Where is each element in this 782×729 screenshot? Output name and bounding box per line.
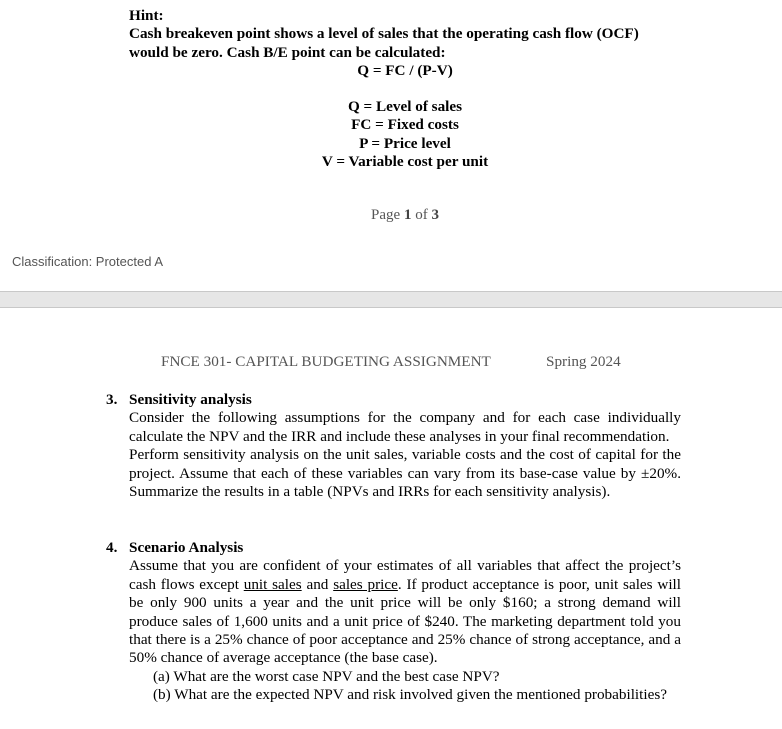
section-title	[106, 391, 681, 409]
question-b: (b) What are the expected NPV and risk involved given the mentioned probabilities?	[153, 686, 667, 704]
section-title-text: Sensitivity analysis	[129, 391, 252, 408]
definition-fc: FC = Fixed costs	[351, 116, 459, 134]
page-separator	[0, 291, 782, 308]
text-fragment: . If product acceptance is poor, unit sales will be only 900 units a year and the unit price will be only $160; a strong demand will produce sales of 1,600 units and a unit price of $240. The marketing department told you that there is a 25% chance of poor acceptance and 25% chance of strong acceptance, and a 50% chance of average acceptance (the base case).	[129, 575, 681, 667]
hint-text-line-1: Cash breakeven point shows a level of sales that the operating cash flow (OCF)	[129, 25, 639, 43]
section-title-text: Scenario Analysis	[129, 539, 244, 556]
section-paragraph: Consider the following assumptions for the company and for each case individually calculate the NPV and the IRR and include these analyses in your final recommendation.	[129, 409, 681, 445]
header-course-title: FNCE 301- CAPITAL BUDGETING ASSIGNMENT	[161, 353, 491, 370]
page-number	[129, 207, 681, 224]
underlined-unit-sales: unit sales	[243, 575, 302, 593]
section-paragraph: Perform sensitivity analysis on the unit sales, variable costs and the cost of capital for the project. Assume that each of these variables can vary from its base-case value by ±20%. Summarize the results in a table (NPVs and IRRs for each sensitivity analysis).	[129, 446, 681, 501]
page-number-prefix: Page	[371, 207, 404, 223]
formula-definitions	[129, 98, 681, 172]
page-number-middle: of	[411, 207, 432, 223]
section-number: 4.	[106, 539, 118, 556]
section-sensitivity-analysis	[106, 391, 681, 501]
classification-label: Classification: Protected A	[12, 254, 164, 269]
text-fragment: Assume that you are confident of your estimates of all variables that affect the project’s cash flows except	[129, 557, 681, 593]
text-fragment: and	[301, 575, 334, 593]
definition-v: V = Variable cost per unit	[321, 153, 489, 171]
definition-q: Q = Level of sales	[347, 98, 463, 115]
formula	[129, 62, 681, 80]
hint-block	[129, 7, 684, 62]
section-number: 3.	[106, 391, 118, 408]
header-term: Spring 2024	[546, 353, 621, 370]
section-paragraph	[129, 557, 681, 667]
hint-text-line-2: would be zero. Cash B/E point can be calculated:	[129, 43, 446, 61]
formula-text: Q = FC / (P-V)	[357, 62, 453, 79]
question-a: (a) What are the worst case NPV and the best case NPV?	[153, 667, 500, 685]
section-scenario-analysis	[106, 539, 681, 705]
hint-heading: Hint:	[129, 7, 164, 24]
underlined-sales-price: sales price	[333, 575, 398, 593]
page-number-total: 3	[431, 207, 439, 223]
page-number-current: 1	[403, 207, 412, 223]
section-title	[106, 539, 681, 557]
definition-p: P = Price level	[359, 134, 451, 152]
